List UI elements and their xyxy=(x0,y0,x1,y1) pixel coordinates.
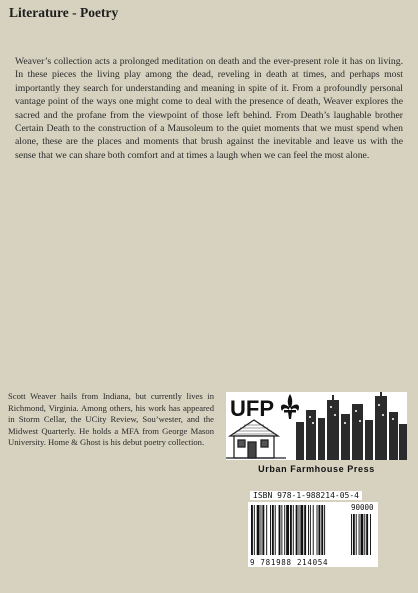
barcode-bar xyxy=(300,505,303,555)
barcode-bar xyxy=(353,514,355,555)
barcode-bar xyxy=(251,505,253,555)
city-farmhouse-illustration xyxy=(226,392,407,460)
barcode-bar xyxy=(310,505,311,555)
barcode-bar xyxy=(313,505,314,555)
publisher-name: Urban Farmhouse Press xyxy=(258,464,375,474)
barcode-bar xyxy=(304,505,306,555)
barcode-bar xyxy=(254,505,255,555)
publisher-initials: UFP xyxy=(230,396,274,421)
barcode-bar xyxy=(266,505,267,555)
barcode-bar xyxy=(356,514,357,555)
barcode-bar xyxy=(361,514,364,555)
price-code: 90000 xyxy=(351,503,374,512)
ean-number: 9 781988 214054 xyxy=(250,558,329,567)
category-label: Literature - Poetry xyxy=(9,5,119,20)
barcode-bar xyxy=(272,505,274,555)
barcode-bar xyxy=(308,505,309,555)
barcode-bar xyxy=(370,514,371,555)
fleur-de-lis-icon xyxy=(281,394,299,419)
barcode-bar xyxy=(279,505,281,555)
barcode-bar xyxy=(293,505,294,555)
barcode-bar xyxy=(284,505,285,555)
barcode-bar xyxy=(366,514,368,555)
isbn-label: ISBN 978-1-988214-05-4 xyxy=(250,491,362,500)
publisher-logo xyxy=(226,392,407,460)
barcode-bar xyxy=(281,505,282,555)
barcode-bar xyxy=(257,505,260,555)
book-description: Weaver’s collection acts a prolonged meditation on death and the ever-present role it has on living. In these pieces the living play among the dead, reveling in death at times, and perhaps most importantly they search for understanding and meaning in spite of it. From a profoundly personal vantage point of the ways one might come to deal with the presence of death, Weaver explores the sacred and the profane from the viewpoint of those left behind. From Death’s laughable brother Certain Death to the construction of a Mausoleum to the quiet moments that we must spend when alone, these are the places and moments that brush against the inevitable and leave us with the sense that we can share both comfort and at times a laugh when we can feel the most alone. xyxy=(15,56,403,161)
barcode-bar xyxy=(290,505,292,555)
author-bio: Scott Weaver hails from Indiana, but currently lives in Richmond, Virginia. Among others, his work has appeared in Storm Cellar, the UCity Review, Sou’wester, and the Midwest Quarterly. He holds a MFA from George Mason University. Home & Ghost is his debut poetry collection. xyxy=(8,391,214,448)
barcode-bar xyxy=(296,505,298,555)
barcode-bar xyxy=(324,505,325,555)
barcode-bar xyxy=(261,505,262,555)
barcode-bar xyxy=(351,514,352,555)
barcode-bar xyxy=(321,505,323,555)
barcode-bar xyxy=(270,505,271,555)
barcode-bar xyxy=(275,505,276,555)
barcode-bar xyxy=(286,505,289,555)
barcode-bar xyxy=(299,505,300,555)
barcode-bar xyxy=(359,514,360,555)
barcode-bar xyxy=(317,505,318,555)
barcode-bar xyxy=(364,514,365,555)
barcode-bar xyxy=(318,505,320,555)
barcode-bar xyxy=(262,505,264,555)
